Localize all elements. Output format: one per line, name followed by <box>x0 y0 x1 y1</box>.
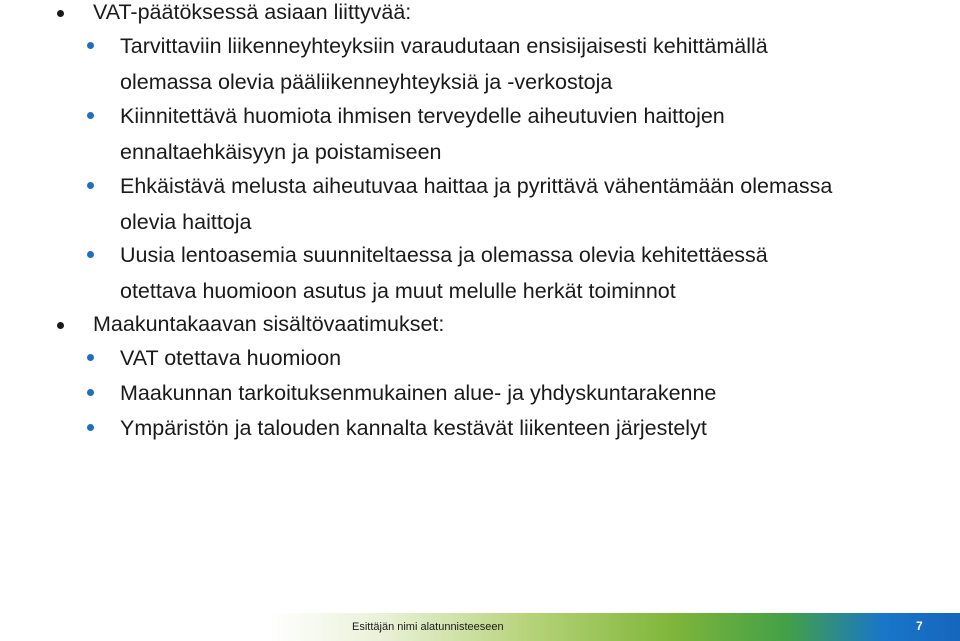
footer-presenter-text: Esittäjän nimi alatunnisteeseen <box>352 621 504 633</box>
bullet-text: Uusia lentoasemia suunniteltaessa ja olemassa olevia kehitettäessä <box>120 243 768 267</box>
bullet-item-level2 <box>120 98 725 170</box>
bullet-dot-icon <box>57 10 64 17</box>
bullet-dot-icon <box>57 322 64 329</box>
bullet-item-level2 <box>120 375 716 411</box>
bullet-text: Maakuntakaavan sisältövaatimukset: <box>93 312 445 336</box>
bullet-item-level2 <box>120 168 832 240</box>
bullet-text: olevia haittoja <box>120 210 252 234</box>
bullet-item-level2 <box>120 237 768 309</box>
bullet-dot-icon <box>87 251 94 258</box>
bullet-text: VAT otettava huomioon <box>120 346 342 370</box>
bullet-text: VAT-päätöksessä asiaan liittyvää: <box>93 0 412 24</box>
bullet-text: Ehkäistävä melusta aiheutuvaa haittaa ja pyrittävä vähentämään olemassa <box>120 174 833 198</box>
bullet-text: Tarvittaviin liikenneyhteyksiin varaudutaan ensisijaisesti kehittämällä <box>120 34 768 58</box>
bullet-text: otettava huomioon asutus ja muut melulle herkät toiminnot <box>120 279 676 303</box>
bullet-dot-icon <box>87 354 94 361</box>
bullet-text: Ympäristön ja talouden kannalta kestävät liikenteen järjestelyt <box>120 416 707 440</box>
bullet-text: olemassa olevia pääliikenneyhteyksiä ja -verkostoja <box>120 70 613 94</box>
page-number: 7 <box>916 619 923 633</box>
bullet-dot-icon <box>87 389 94 396</box>
bullet-text: ennaltaehkäisyyn ja poistamiseen <box>120 140 442 164</box>
bullet-text: Kiinnitettävä huomiota ihmisen terveydelle aiheutuvien haittojen <box>120 104 725 128</box>
bullet-item-level1 <box>93 0 411 30</box>
bullet-item-level2 <box>120 28 768 100</box>
bullet-dot-icon <box>87 424 94 431</box>
bullet-dot-icon <box>87 42 94 49</box>
bullet-item-level1 <box>93 306 444 342</box>
bullet-dot-icon <box>87 182 94 189</box>
bullet-item-level2 <box>120 340 341 376</box>
bullet-dot-icon <box>87 112 94 119</box>
bullet-text: Maakunnan tarkoituksenmukainen alue- ja yhdyskuntarakenne <box>120 381 717 405</box>
bullet-item-level2 <box>120 410 707 446</box>
